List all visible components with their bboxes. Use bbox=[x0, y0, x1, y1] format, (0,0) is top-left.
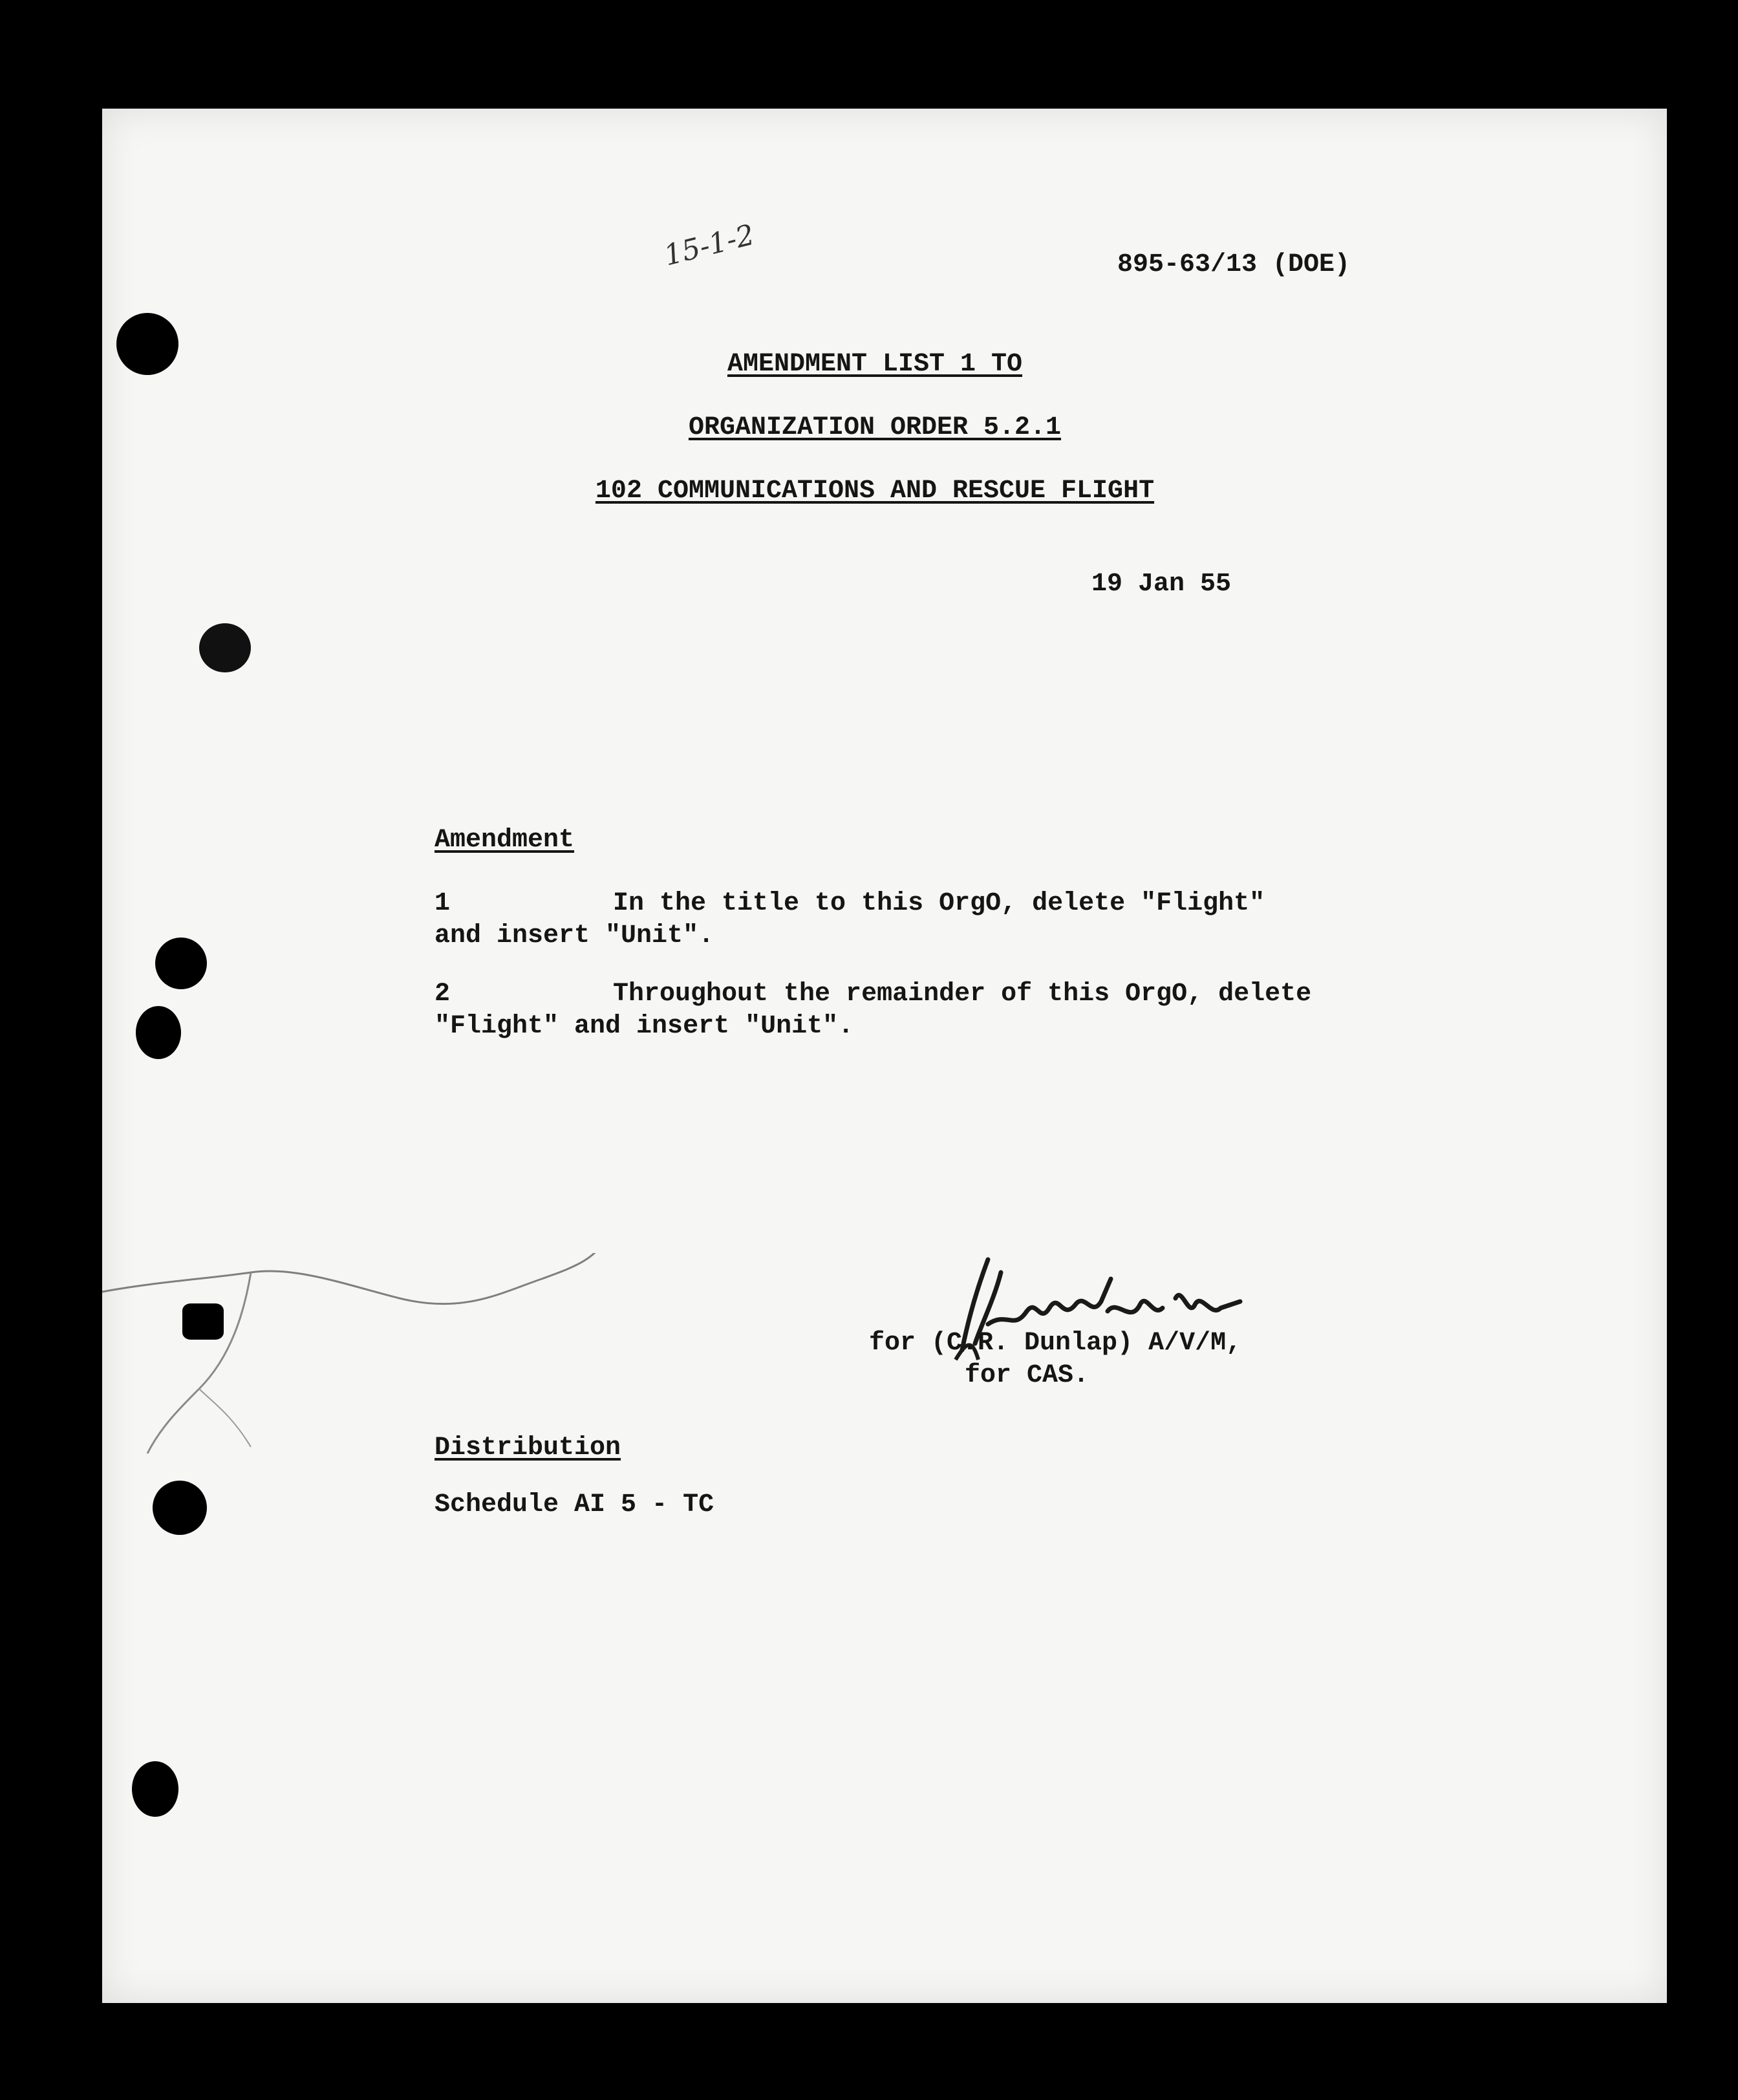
punch-hole bbox=[199, 623, 251, 672]
punch-hole bbox=[136, 1006, 181, 1059]
signature-line-1: for (C.R. Dunlap) A/V/M, bbox=[869, 1329, 1242, 1358]
distribution-label: Distribution bbox=[434, 1433, 621, 1462]
distribution-value: Schedule AI 5 - TC bbox=[434, 1490, 714, 1519]
amendment-item-1-number: 1 bbox=[434, 889, 451, 918]
file-number: 895-63/13 (DOE) bbox=[1117, 250, 1351, 279]
punch-hole bbox=[182, 1303, 224, 1340]
paper-crack bbox=[102, 1253, 632, 1460]
amendment-item-1-line-2: and insert "Unit". bbox=[434, 921, 714, 950]
signature-line-2: for CAS. bbox=[965, 1361, 1089, 1390]
amendment-item-2-number: 2 bbox=[434, 980, 451, 1009]
amendment-item-2-line-1: Throughout the remainder of this OrgO, delete bbox=[613, 980, 1312, 1009]
punch-hole bbox=[132, 1761, 178, 1817]
punch-hole bbox=[116, 313, 178, 375]
document-page bbox=[102, 109, 1667, 2003]
handwritten-file-ref: 15-1-2 bbox=[660, 218, 758, 273]
heading-line-2: ORGANIZATION ORDER 5.2.1 bbox=[688, 413, 1062, 442]
punch-hole bbox=[153, 1481, 207, 1535]
amendment-item-2-line-2: "Flight" and insert "Unit". bbox=[434, 1012, 854, 1041]
document-date: 19 Jan 55 bbox=[1091, 570, 1232, 599]
amendment-label: Amendment bbox=[434, 826, 575, 855]
heading-line-1: AMENDMENT LIST 1 TO bbox=[727, 350, 1023, 379]
punch-hole bbox=[155, 938, 207, 989]
heading-line-3: 102 COMMUNICATIONS AND RESCUE FLIGHT bbox=[595, 477, 1155, 506]
amendment-item-1-line-1: In the title to this OrgO, delete "Flight" bbox=[613, 889, 1265, 918]
